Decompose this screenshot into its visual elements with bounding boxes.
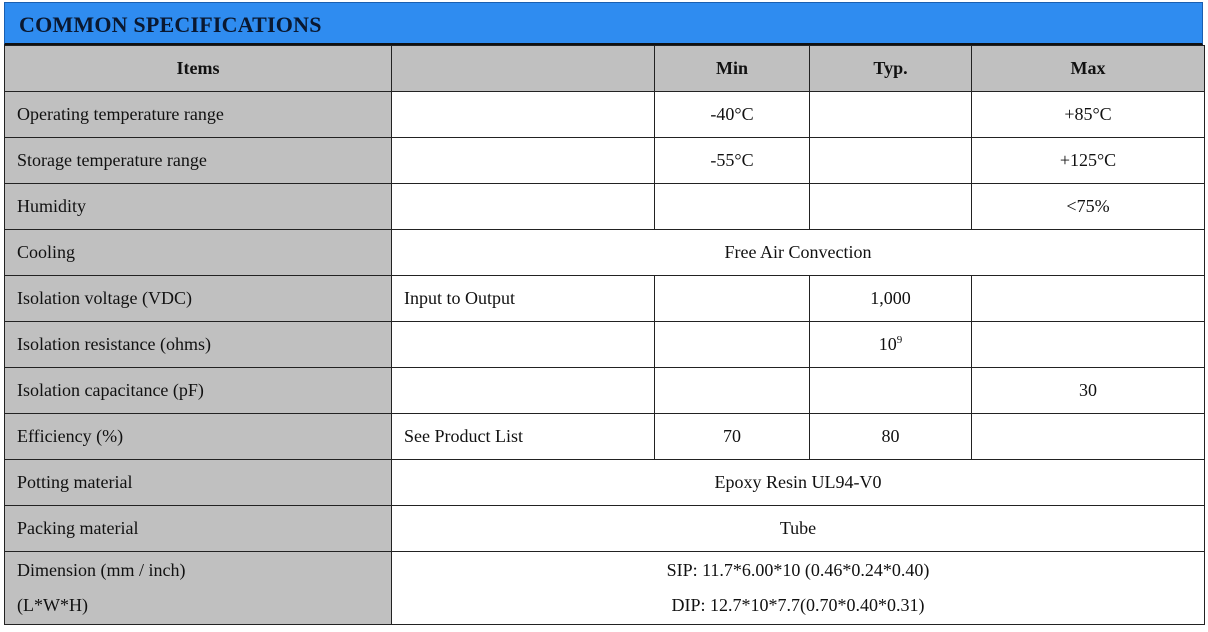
row-max: +125°C [972, 138, 1205, 184]
header-row [5, 46, 1205, 92]
table-row [5, 230, 1205, 276]
table-row [5, 276, 1205, 322]
row-merged-value: Free Air Convection [392, 230, 1205, 276]
table-row [5, 322, 1205, 368]
row-condition [392, 184, 655, 230]
dimension-sip: SIP: 11.7*6.00*10 (0.46*0.24*0.40) [666, 560, 930, 580]
header-typ: Typ. [810, 46, 972, 92]
row-typ [810, 368, 972, 414]
row-typ [810, 322, 972, 368]
row-label: Isolation resistance (ohms) [5, 322, 392, 368]
specifications-table [4, 45, 1205, 625]
dimension-label-line1: Dimension (mm / inch) [17, 560, 186, 580]
row-max: +85°C [972, 92, 1205, 138]
row-condition [392, 138, 655, 184]
row-merged-value: Epoxy Resin UL94-V0 [392, 460, 1205, 506]
row-merged-value: Tube [392, 506, 1205, 552]
row-min [655, 322, 810, 368]
typ-base: 10 [878, 334, 897, 354]
row-typ [810, 138, 972, 184]
row-label: Potting material [5, 460, 392, 506]
row-max [972, 276, 1205, 322]
row-typ: 80 [810, 414, 972, 460]
row-label: Humidity [5, 184, 392, 230]
row-merged-value [392, 552, 1205, 625]
section-title: COMMON SPECIFICATIONS [19, 12, 322, 37]
row-min: 70 [655, 414, 810, 460]
row-condition [392, 322, 655, 368]
row-label: Cooling [5, 230, 392, 276]
row-label [5, 552, 392, 625]
row-typ [810, 92, 972, 138]
row-typ: 1,000 [810, 276, 972, 322]
row-label: Storage temperature range [5, 138, 392, 184]
table-row [5, 506, 1205, 552]
row-typ [810, 184, 972, 230]
table-row [5, 552, 1205, 625]
row-label: Packing material [5, 506, 392, 552]
table-row [5, 138, 1205, 184]
row-label: Isolation voltage (VDC) [5, 276, 392, 322]
table-row [5, 184, 1205, 230]
table-row [5, 460, 1205, 506]
row-condition: Input to Output [392, 276, 655, 322]
dimension-dip: DIP: 12.7*10*7.7(0.70*0.40*0.31) [671, 595, 925, 615]
table-row [5, 92, 1205, 138]
row-label: Operating temperature range [5, 92, 392, 138]
header-items: Items [5, 46, 392, 92]
table-row [5, 368, 1205, 414]
header-max: Max [972, 46, 1205, 92]
row-min: -40°C [655, 92, 810, 138]
section-title-bar [4, 2, 1203, 45]
row-label: Isolation capacitance (pF) [5, 368, 392, 414]
row-condition: See Product List [392, 414, 655, 460]
row-max: <75% [972, 184, 1205, 230]
row-label: Efficiency (%) [5, 414, 392, 460]
typ-exponent: 9 [896, 334, 903, 346]
row-min [655, 368, 810, 414]
dimension-label-line2: (L*W*H) [17, 595, 88, 615]
header-min: Min [655, 46, 810, 92]
row-min [655, 276, 810, 322]
row-max [972, 414, 1205, 460]
row-min [655, 184, 810, 230]
row-max: 30 [972, 368, 1205, 414]
table-row [5, 414, 1205, 460]
row-condition [392, 368, 655, 414]
row-max [972, 322, 1205, 368]
row-min: -55°C [655, 138, 810, 184]
row-condition [392, 92, 655, 138]
header-conditions [392, 46, 655, 92]
